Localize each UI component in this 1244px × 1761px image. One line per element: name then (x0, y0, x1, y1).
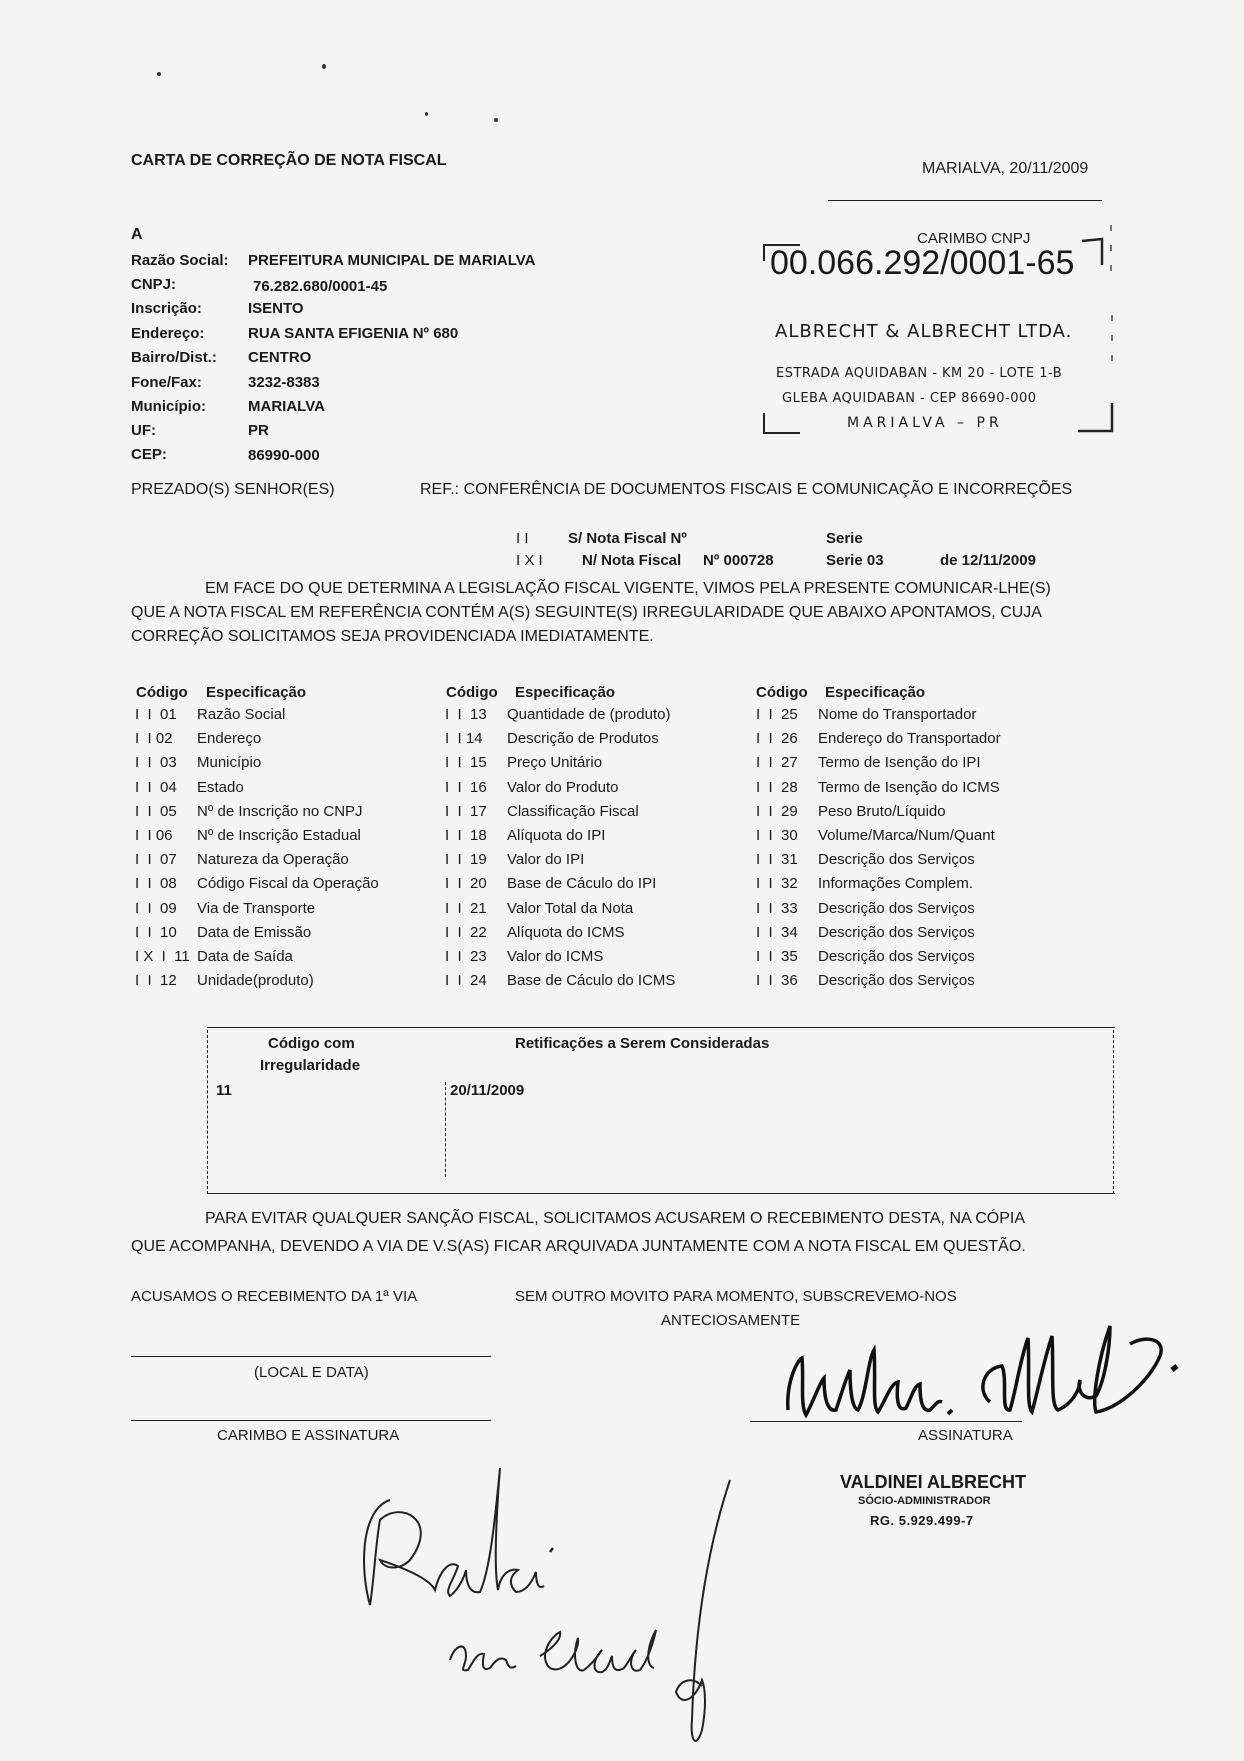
code-label: Alíquota do IPI (507, 827, 606, 844)
code-label: Unidade(produto) (197, 972, 314, 990)
code-row (135, 730, 261, 747)
code-checkbox-mark: I I 26 (756, 730, 798, 748)
code-checkbox-mark: I I 27 (756, 754, 798, 772)
code-row (756, 924, 975, 941)
box-top-border (207, 1027, 1115, 1028)
box-middle-divider (445, 1082, 446, 1177)
document-title: CARTA DE CORREÇÃO DE NOTA FISCAL (131, 152, 447, 169)
code-row (756, 803, 946, 820)
code-label: Peso Bruto/Líquido (818, 802, 946, 820)
receipt-title: ACUSAMOS O RECEBIMENTO DA 1ª VIA (131, 1288, 418, 1305)
code-label: Valor do ICMS (507, 948, 604, 965)
code-label: Município (197, 754, 262, 772)
codes-head-code: Código (446, 684, 498, 701)
bairro-value: CENTRO (248, 349, 312, 366)
inscricao-value: ISENTO (248, 300, 304, 317)
code-label: Código Fiscal da Operação (197, 875, 379, 893)
reference-line: REF.: CONFERÊNCIA DE DOCUMENTOS FISCAIS E COMUNICAÇÃO E INCORREÇÕES (420, 481, 1073, 498)
code-label: Valor Total da Nota (507, 899, 634, 917)
code-checkbox-mark: I I 06 (135, 827, 173, 844)
stamp-company: ALBRECHT & ALBRECHT LTDA. (775, 321, 1073, 342)
code-label: Quantidade de (produto) (507, 706, 671, 723)
place-date: MARIALVA, 20/11/2009 (922, 160, 1089, 177)
box-left-border (207, 1030, 208, 1194)
code-row (445, 851, 584, 868)
corrections-code-value: 11 (216, 1082, 232, 1099)
code-row (135, 851, 349, 868)
farewell-line-1: SEM OUTRO MOVITO PARA MOMENTO, SUBSCREVEMO-NOS (515, 1288, 957, 1305)
code-label: Base de Cáculo do ICMS (507, 972, 676, 990)
code-checkbox-mark: I I 23 (445, 948, 487, 965)
code-row (756, 900, 975, 917)
stamp-label: CARIMBO CNPJ (917, 230, 1031, 247)
code-checkbox-mark: I I 34 (756, 923, 798, 941)
code-checkbox-mark: I I 33 (756, 899, 798, 917)
intro-line-2: QUE A NOTA FISCAL EM REFERÊNCIA CONTÉM A(S) SEGUINTE(S) IRREGULARIDADE QUE ABAIXO APONTAMOS, CUJA (131, 604, 1042, 621)
farewell-line-2: ANTECIOSAMENTE (661, 1312, 801, 1329)
corrections-col1-head-2: Irregularidade (260, 1057, 361, 1074)
nota-row2-mark: I X I (516, 552, 543, 569)
code-row (445, 827, 605, 844)
code-row (445, 972, 675, 989)
code-label: Classificação Fiscal (507, 802, 639, 820)
stamp-address2: GLEBA AQUIDABAN - CEP 86690-000 (782, 391, 1037, 406)
code-checkbox-mark: I I 28 (756, 778, 798, 796)
code-checkbox-mark: I I 19 (445, 851, 487, 869)
code-row (445, 803, 639, 820)
code-checkbox-mark: I I 10 (135, 923, 177, 941)
corrections-col2-head: Retificações a Serem Consideradas (515, 1035, 770, 1052)
field-label: Fone/Fax: (131, 374, 202, 391)
assinatura-label: ASSINATURA (918, 1427, 1013, 1444)
scan-speck (322, 64, 326, 69)
box-bottom-border (207, 1193, 1115, 1194)
code-row (445, 779, 618, 796)
code-checkbox-mark: I I 07 (135, 851, 177, 869)
code-row (445, 948, 603, 965)
uf-value: PR (248, 422, 269, 439)
code-row (756, 779, 1000, 796)
code-label: Valor do Produto (507, 778, 619, 796)
code-label: Data de Saída (197, 948, 293, 965)
code-row (756, 875, 973, 892)
codes-head-code: Código (136, 684, 188, 701)
code-label: Termo de Isenção do ICMS (818, 778, 1000, 796)
code-label: Endereço (197, 730, 262, 748)
code-row (135, 706, 285, 723)
corrections-col1-head: Código com (268, 1035, 355, 1052)
code-row (756, 754, 981, 771)
code-checkbox-mark: I I 29 (756, 802, 798, 820)
code-label: Endereço do Transportador (818, 730, 1001, 748)
field-label: UF: (131, 422, 156, 439)
code-row (756, 706, 976, 723)
scan-speck (425, 112, 428, 116)
code-checkbox-mark: I I 32 (756, 875, 798, 893)
closing-line-2: QUE ACOMPANHA, DEVENDO A VIA DE V.S(AS) FICAR ARQUIVADA JUNTAMENTE COM A NOTA FISCAL EM QUESTÃO. (131, 1238, 1026, 1255)
date-underline (828, 200, 1102, 201)
code-row (445, 900, 633, 917)
stamp-city: MARIALVA – PR (847, 415, 1003, 431)
code-label: Descrição dos Serviços (818, 948, 975, 965)
codes-head-spec: Especificação (825, 684, 926, 701)
code-row (135, 948, 293, 965)
scan-speck (157, 72, 161, 76)
local-data-label: (LOCAL E DATA) (254, 1364, 369, 1381)
fone-value: 3232-8383 (248, 374, 320, 391)
carimbo-label: CARIMBO E ASSINATURA (217, 1427, 400, 1444)
endereco-value: RUA SANTA EFIGENIA Nº 680 (248, 325, 459, 342)
code-label: Descrição dos Serviços (818, 923, 975, 941)
code-checkbox-mark: I I 02 (135, 730, 173, 748)
intro-line-1: EM FACE DO QUE DETERMINA A LEGISLAÇÃO FISCAL VIGENTE, VIMOS PELA PRESENTE COMUNICAR-LHE(S) (205, 580, 1051, 597)
field-label: Endereço: (131, 325, 205, 342)
greeting: PREZADO(S) SENHOR(ES) (131, 481, 335, 498)
recipient-to-label: A (131, 226, 143, 243)
codes-head-spec: Especificação (206, 684, 307, 701)
code-label: Informações Complem. (818, 875, 974, 893)
codes-head-code: Código (756, 684, 808, 701)
code-checkbox-mark: I I 16 (445, 778, 487, 796)
handwritten-signature (780, 1320, 1200, 1450)
codes-head-spec: Especificação (515, 684, 616, 701)
code-row (756, 851, 975, 868)
code-label: Via de Transporte (197, 899, 316, 917)
closing-line-1: PARA EVITAR QUALQUER SANÇÃO FISCAL, SOLICITAMOS ACUSAREM O RECEBIMENTO DESTA, NA CÓPIA (205, 1210, 1026, 1227)
code-checkbox-mark: I X I 11 (135, 948, 190, 965)
code-row (135, 972, 314, 989)
field-label: Município: (131, 398, 206, 415)
code-row (445, 730, 659, 747)
code-label: Natureza da Operação (197, 851, 349, 869)
code-checkbox-mark: I I 09 (135, 899, 177, 917)
code-checkbox-mark: I I 03 (135, 754, 177, 772)
code-checkbox-mark: I I 30 (756, 827, 798, 844)
code-checkbox-mark: I I 31 (756, 851, 798, 869)
code-row (135, 779, 244, 796)
stamp-cnpj: 00.066.292/0001-65 (770, 244, 1075, 282)
nota-row2-date: de 12/11/2009 (940, 552, 1036, 569)
field-label: Inscrição: (131, 300, 202, 317)
code-checkbox-mark: I I 36 (756, 972, 798, 990)
nota-row2-number: Nº 000728 (703, 552, 774, 569)
intro-line-3: CORREÇÃO SOLICITAMOS SEJA PROVIDENCIADA IMEDIATAMENTE. (131, 628, 654, 645)
code-checkbox-mark: I I 25 (756, 706, 798, 723)
code-row (445, 706, 670, 723)
signer-name: VALDINEI ALBRECHT (840, 1472, 1026, 1492)
nota-row1-mark: I I (516, 530, 529, 547)
code-label: Valor do IPI (507, 851, 585, 869)
code-label: Descrição de Produtos (507, 730, 659, 748)
code-row (445, 924, 625, 941)
code-row (135, 875, 379, 892)
signer-rg: RG. 5.929.499-7 (870, 1513, 974, 1528)
code-label: Nº de Inscrição Estadual (197, 827, 361, 844)
code-row (135, 900, 315, 917)
code-label: Preço Unitário (507, 754, 603, 772)
code-checkbox-mark: I I 17 (445, 802, 487, 820)
corrections-correction-value: 20/11/2009 (450, 1082, 525, 1099)
code-checkbox-mark: I I 18 (445, 827, 487, 844)
nota-row2-label: N/ Nota Fiscal (582, 552, 682, 569)
nota-row2-serie: Serie 03 (826, 552, 884, 569)
code-checkbox-mark: I I 20 (445, 875, 487, 893)
cep-value: 86990-000 (248, 447, 320, 464)
code-checkbox-mark: I I 13 (445, 706, 487, 723)
code-label: Descrição dos Serviços (818, 851, 975, 869)
code-checkbox-mark: I I 14 (445, 730, 483, 748)
cnpj-stamp (760, 225, 1115, 440)
razao-social-value: PREFEITURA MUNICIPAL DE MARIALVA (248, 252, 536, 269)
code-checkbox-mark: I I 12 (135, 972, 177, 990)
code-checkbox-mark: I I 05 (135, 802, 177, 820)
box-right-border (1113, 1030, 1114, 1194)
code-label: Alíquota do ICMS (507, 923, 625, 941)
code-label: Razão Social (197, 706, 286, 723)
code-label: Data de Emissão (197, 923, 312, 941)
nota-row1-serie: Serie (826, 530, 863, 547)
code-row (135, 754, 261, 771)
local-data-line (131, 1356, 491, 1357)
handwritten-receipt-note (340, 1460, 810, 1760)
carimbo-line (131, 1420, 491, 1421)
field-label: CEP: (131, 446, 167, 463)
code-row (135, 803, 363, 820)
code-checkbox-mark: I I 22 (445, 923, 487, 941)
code-label: Descrição dos Serviços (818, 899, 975, 917)
code-row (445, 754, 602, 771)
stamp-address1: ESTRADA AQUIDABAN - KM 20 - LOTE 1-B (776, 366, 1063, 381)
code-row (135, 924, 311, 941)
code-row (756, 972, 975, 989)
code-checkbox-mark: I I 04 (135, 778, 177, 796)
field-label: CNPJ: (131, 276, 177, 293)
code-row (756, 948, 975, 965)
code-row (756, 730, 1001, 747)
code-label: Nome do Transportador (818, 706, 977, 723)
code-label: Base de Cáculo do IPI (507, 875, 657, 893)
municipio-value: MARIALVA (248, 398, 325, 415)
code-checkbox-mark: I I 21 (445, 899, 487, 917)
code-label: Estado (197, 778, 244, 796)
code-checkbox-mark: I I 15 (445, 754, 487, 772)
code-checkbox-mark: I I 08 (135, 875, 177, 893)
scan-speck (494, 118, 498, 122)
code-label: Volume/Marca/Num/Quant (818, 827, 995, 844)
code-row (135, 827, 361, 844)
code-label: Descrição dos Serviços (818, 972, 975, 990)
nota-row1-label: S/ Nota Fiscal Nº (568, 530, 687, 547)
code-checkbox-mark: I I 35 (756, 948, 798, 965)
code-row (445, 875, 656, 892)
code-checkbox-mark: I I 01 (135, 706, 177, 723)
code-label: Termo de Isenção do IPI (818, 754, 981, 772)
cnpj-value: 76.282.680/0001-45 (253, 278, 388, 295)
field-label: Razão Social: (131, 252, 229, 269)
signer-role: SÓCIO-ADMINISTRADOR (858, 1495, 991, 1507)
code-row (756, 827, 995, 844)
code-checkbox-mark: I I 24 (445, 972, 487, 990)
field-label: Bairro/Dist.: (131, 349, 217, 366)
code-label: Nº de Inscrição no CNPJ (197, 802, 363, 820)
